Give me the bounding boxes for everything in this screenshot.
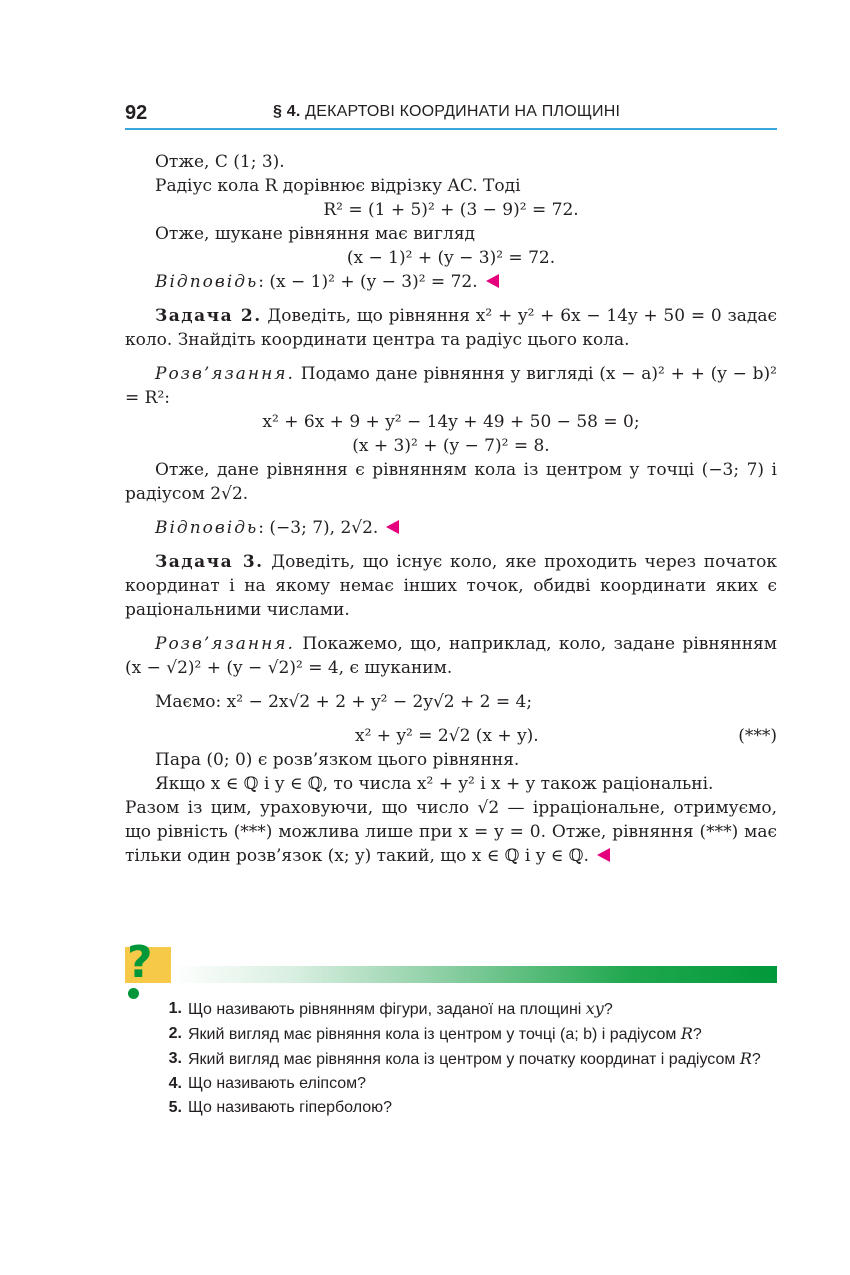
text-line: Отже, шукане рівняння має вигляд: [155, 224, 476, 244]
section-number: § 4.: [273, 103, 301, 120]
equation: (x + 3)² + (y − 7)² = 8.: [352, 436, 550, 456]
text-line: Якщо x ∈ ℚ і y ∈ ℚ, то числа x² + y² і x + y також раціональні.: [155, 774, 714, 794]
question-mark-icon: ?: [125, 947, 171, 983]
equation: Маємо: x² − 2x√2 + 2 + y² − 2y√2 + 2 = 4;: [155, 692, 533, 712]
solution-2: Розв’язання. Подамо дане рівняння у вигляді (x − a)² + + (y − b)² = R²:: [125, 364, 777, 408]
text-line: Пара (0; 0) є розв’язком цього рівняння.: [155, 750, 520, 770]
conclusion-3: Разом із цим, ураховуючи, що число √2 — ірраціональне, отримуємо, що рівність (***) можлива лише при x = y = 0. Отже, рівняння (***) має тільки один розв’язок (x; y) такий, що x ∈ ℚ і y ∈ ℚ.: [125, 798, 777, 866]
questions-divider-bar: [171, 966, 777, 983]
list-item: 3. Який вигляд має рівняння кола із центром у початку координат і радіусом R?: [168, 1049, 761, 1068]
task-3: Задача 3. Доведіть, що існує коло, яке проходить через початок координат і на якому немає інших точок, обидві координати яких є раціональними числами.: [125, 552, 777, 620]
review-questions: [160, 997, 777, 1120]
list-item: 1. Що називають рівнянням фігури, заданої на площині xy?: [168, 999, 613, 1018]
equation: R² = (1 + 5)² + (3 − 9)² = 72.: [323, 200, 579, 220]
page-header: [125, 96, 777, 130]
end-marker-icon: [486, 274, 499, 288]
section-title: [273, 103, 620, 121]
equation: x² + 6x + 9 + y² − 14y + 49 + 50 − 58 = 0;: [262, 412, 640, 432]
end-marker-icon: [386, 520, 399, 534]
section-name: ДЕКАРТОВІ КООРДИНАТИ НА ПЛОЩИНІ: [305, 103, 621, 120]
text-line: Отже, C (1; 3).: [155, 152, 285, 172]
text-line: Радіус кола R дорівнює відрізку AC. Тоді: [155, 176, 521, 196]
end-marker-icon: [597, 848, 610, 862]
answer-2: Відповідь: (−3; 7), 2√2.: [125, 516, 777, 540]
task-2: Задача 2. Доведіть, що рівняння x² + y² + 6x − 14y + 50 = 0 задає коло. Знайдіть координати центра та радіус цього кола.: [125, 306, 777, 350]
question-dot-icon: [128, 988, 139, 999]
equation-numbered: x² + y² = 2√2 (x + y). (***): [355, 726, 777, 746]
solution-3: Розв’язання. Покажемо, що, наприклад, коло, задане рівнянням (x − √2)² + (y − √2)² = 4, є шуканим.: [125, 634, 777, 678]
list-item: 2. Який вигляд має рівняння кола із центром у точці (a; b) і радіусом R?: [168, 1024, 702, 1043]
main-text: [125, 150, 777, 868]
answer-1: Відповідь: (x − 1)² + (y − 3)² = 72.: [125, 270, 777, 294]
equation: (x − 1)² + (y − 3)² = 72.: [346, 248, 556, 268]
list-item: 5. Що називають гіперболою?: [168, 1099, 393, 1116]
list-item: 4. Що називають еліпсом?: [168, 1075, 367, 1092]
conclusion-2: Отже, дане рівняння є рівнянням кола із центром у точці (−3; 7) і радіусом 2√2.: [125, 460, 777, 504]
page-number: 92: [125, 102, 148, 124]
equation-tag: (***): [738, 726, 777, 746]
